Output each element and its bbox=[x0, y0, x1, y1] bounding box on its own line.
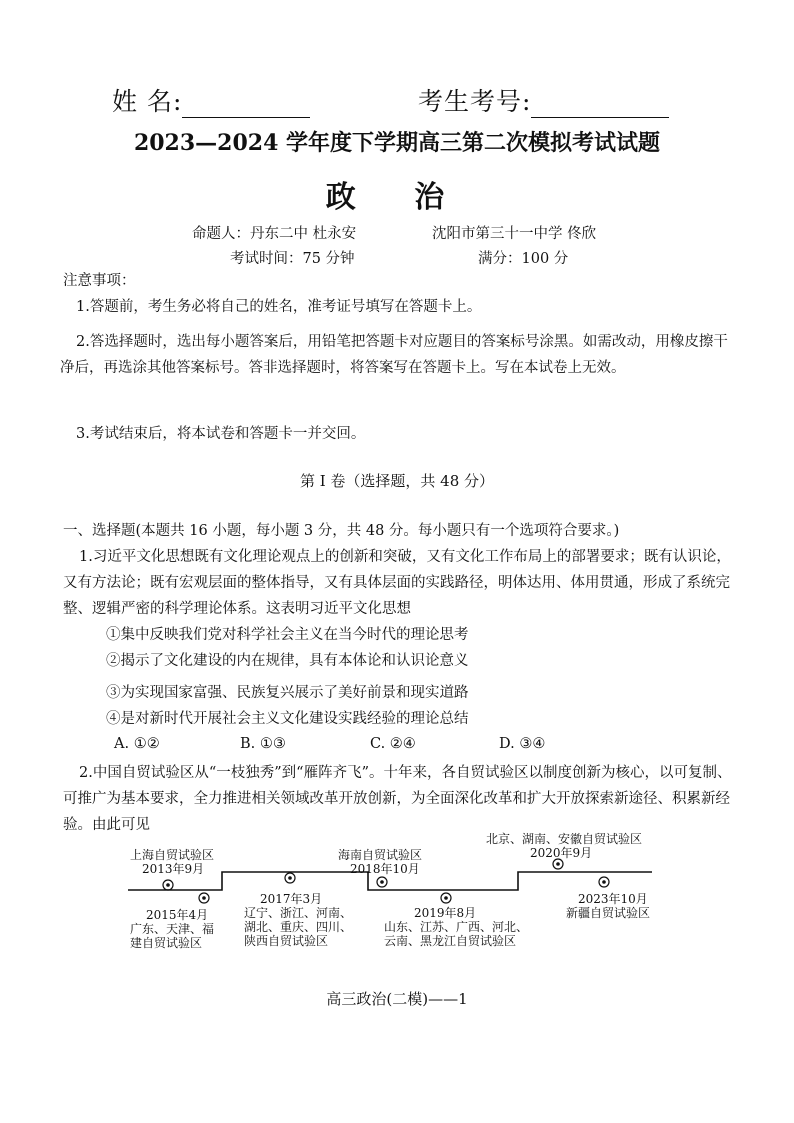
q1-statement-1: ①集中反映我们党对科学社会主义在当今时代的理论思考 bbox=[106, 627, 469, 643]
timeline-marker-2023 bbox=[599, 877, 609, 887]
timeline-event-2020: 北京、湖南、安徽自贸试验区 2020年9月 bbox=[486, 832, 643, 860]
q1-statement-2: ②揭示了文化建设的内在规律，具有本体论和认识论意义 bbox=[106, 653, 469, 669]
section-instruction: 一、选择题(本题共 16 小题，每小题 3 分，共 48 分。每小题只有一个选项符合要求。) bbox=[63, 523, 620, 539]
note-1: 1.答题前，考生务必将自己的姓名，准考证号填写在答题卡上。 bbox=[76, 299, 482, 315]
q1-statement-3: ③为实现国家富强、民族复兴展示了美好前景和现实道路 bbox=[106, 685, 469, 701]
timeline-event-2023: 2023年10月 新疆自贸试验区 bbox=[566, 892, 651, 920]
note-2: 2.答选择题时，选出每小题答案后，用铅笔把答题卡对应题目的答案标号涂黑。如需改动，用橡皮擦干净后，再选涂其他答案标号。答非选择题时，将答案写在答题卡上。写在本试卷上无效。 bbox=[60, 334, 728, 376]
timeline-event-shanghai: 上海自贸试验区 2013年9月 bbox=[130, 848, 215, 876]
note-3: 3.考试结束后，将本试卷和答题卡一并交回。 bbox=[76, 426, 366, 442]
timeline-event-hainan: 海南自贸试验区 2018年10月 bbox=[338, 848, 423, 876]
timeline-marker-2017 bbox=[285, 873, 295, 883]
timeline-event-2017: 2017年3月 辽宁、浙江、河南、 湖北、重庆、四川、 陕西自贸试验区 bbox=[244, 892, 353, 948]
q1-option-c[interactable]: C. ②④ bbox=[370, 736, 416, 752]
author-1: 命题人：丹东二中 杜永安 bbox=[192, 226, 357, 242]
exam-id-label: 考生考号: bbox=[418, 87, 532, 116]
exam-id-blank[interactable] bbox=[531, 91, 669, 118]
exam-time: 考试时间：75 分钟 bbox=[230, 251, 355, 267]
subject-title: 政 治 bbox=[325, 180, 469, 215]
q1-option-d[interactable]: D. ③④ bbox=[499, 736, 546, 752]
q1-option-a[interactable]: A. ①② bbox=[114, 736, 160, 752]
name-label: 姓 名: bbox=[112, 87, 183, 116]
q2-stem: 2.中国自贸试验区从“一枝独秀”到“雁阵齐飞”。十年来，各自贸试验区以制度创新为核心，以可复制、可推广为基本要求，全力推进相关领域改革开放创新，为全面深化改革和扩大开放探索新途径、积累新经验。由此可见 bbox=[63, 765, 732, 833]
q1-statement-4: ④是对新时代开展社会主义文化建设实践经验的理论总结 bbox=[106, 711, 469, 727]
notes-title: 注意事项： bbox=[63, 273, 136, 289]
timeline-marker-2020 bbox=[553, 859, 563, 869]
timeline-marker-2018 bbox=[377, 877, 387, 887]
timeline-event-2019: 2019年8月 山东、江苏、广西、河北、 云南、黑龙江自贸试验区 bbox=[384, 906, 529, 948]
exam-score: 满分：100 分 bbox=[478, 251, 569, 267]
timeline-event-2015: 2015年4月 广东、天津、福 建自贸试验区 bbox=[130, 908, 215, 950]
exam-title: 2023—2024 学年度下学期高三第二次模拟考试试题 bbox=[133, 130, 661, 156]
name-field bbox=[112, 82, 310, 118]
name-blank[interactable] bbox=[182, 91, 310, 118]
timeline-marker-2019 bbox=[441, 893, 451, 903]
page-footer: 高三政治(二模)——1 bbox=[326, 990, 468, 1008]
timeline-marker-2013 bbox=[163, 880, 173, 890]
exam-id-field bbox=[418, 82, 669, 118]
author-2: 沈阳市第三十一中学 佟欣 bbox=[432, 226, 597, 242]
timeline-marker-2015 bbox=[199, 893, 209, 903]
section-title: 第 I 卷（选择题，共 48 分） bbox=[299, 472, 495, 490]
q1-stem: 1.习近平文化思想既有文化理论观点上的创新和突破，又有文化工作布局上的部署要求；既有认识论，又有方法论；既有宏观层面的整体指导，又有具体层面的实践路径，明体达用、体用贯通，形成了系统完整、逻辑严密的科学理论体系。这表明习近平文化思想 bbox=[63, 549, 731, 617]
q1-option-b[interactable]: B. ①③ bbox=[240, 736, 286, 752]
